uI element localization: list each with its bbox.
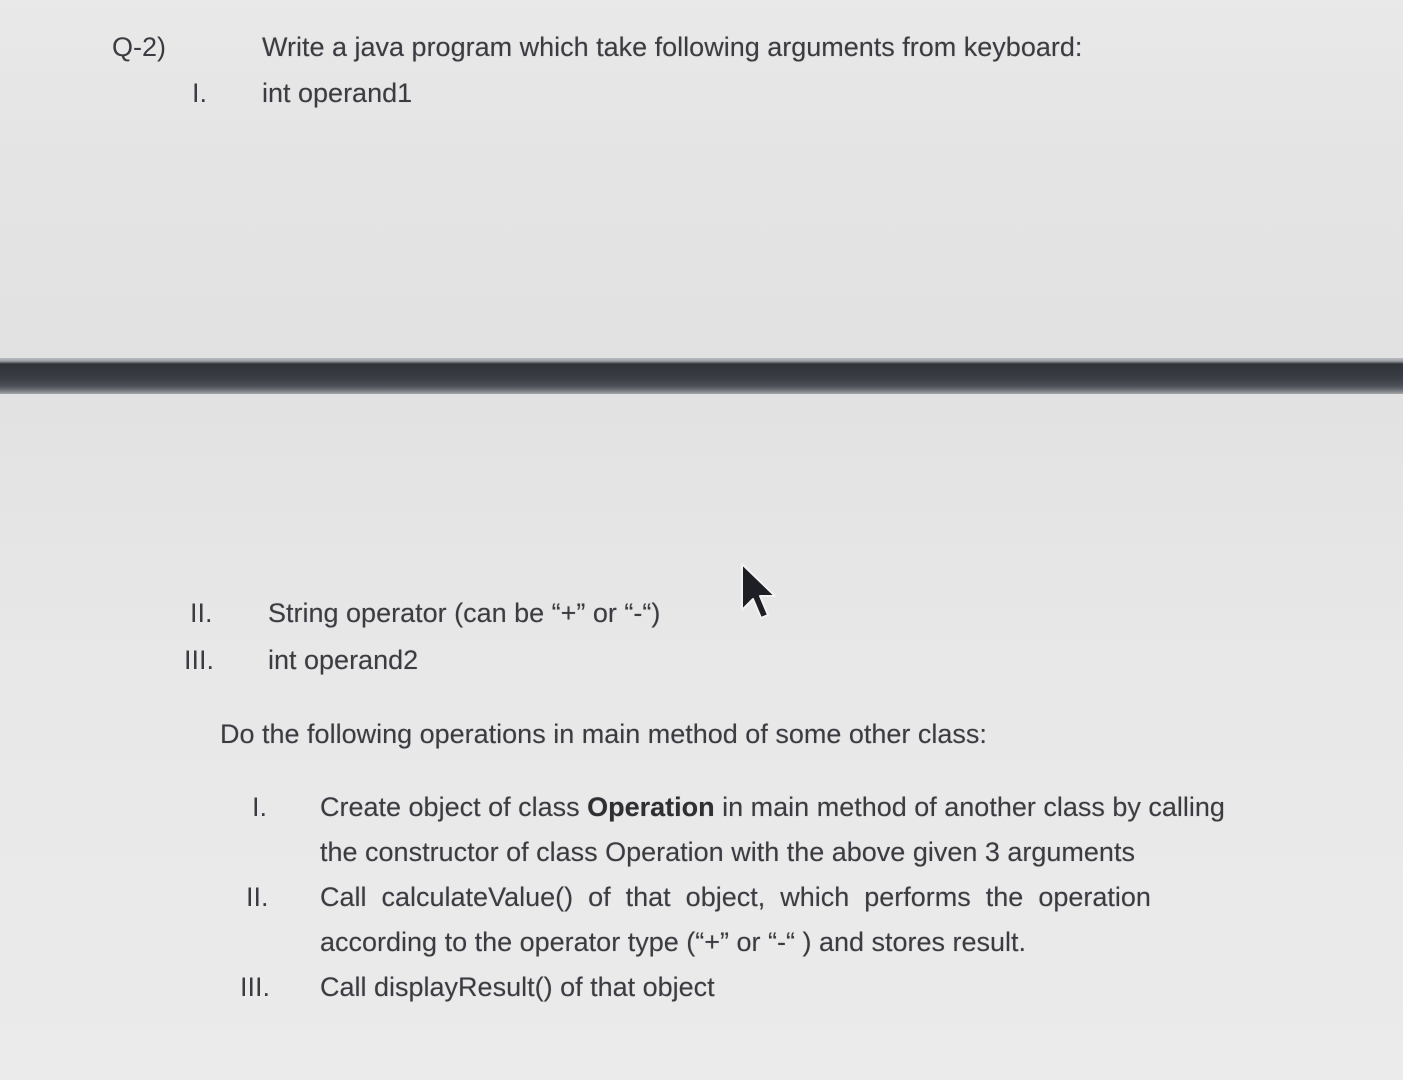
operation-1-text-after: in main method of another class by calling [714, 792, 1225, 822]
argument-3-numeral: III. [184, 645, 215, 675]
argument-1-text: int operand1 [262, 78, 413, 108]
arrow-cursor-icon [738, 562, 778, 622]
operation-3-numeral: III. [240, 972, 271, 1002]
operation-3-line-1: Call displayResult() of that object [320, 972, 715, 1002]
operation-class-name: Operation [587, 792, 715, 822]
question-number: Q-2) [112, 32, 166, 62]
argument-2-text: String operator (can be “+” or “-“) [268, 598, 661, 628]
question-prompt: Write a java program which take following arguments from keyboard: [262, 32, 1083, 62]
operation-1-text-before: Create object of class [320, 792, 588, 822]
argument-3-text: int operand2 [268, 645, 419, 675]
screen-divider-bar [0, 358, 1403, 394]
operation-1-line-2: the constructor of class Operation with the above given 3 arguments [320, 837, 1135, 867]
operation-1-numeral: I. [252, 792, 268, 822]
instruction-text: Do the following operations in main method of some other class: [220, 719, 987, 749]
argument-2-numeral: II. [190, 598, 213, 628]
operation-2-line-1: Call calculateValue() of that object, which performs the operation [320, 882, 1151, 912]
operation-1-line-1 [320, 790, 1225, 824]
operation-2-line-2: according to the operator type (“+” or “-“ ) and stores result. [320, 927, 1027, 957]
operation-2-numeral: II. [246, 882, 269, 912]
argument-1-numeral: I. [192, 78, 208, 108]
